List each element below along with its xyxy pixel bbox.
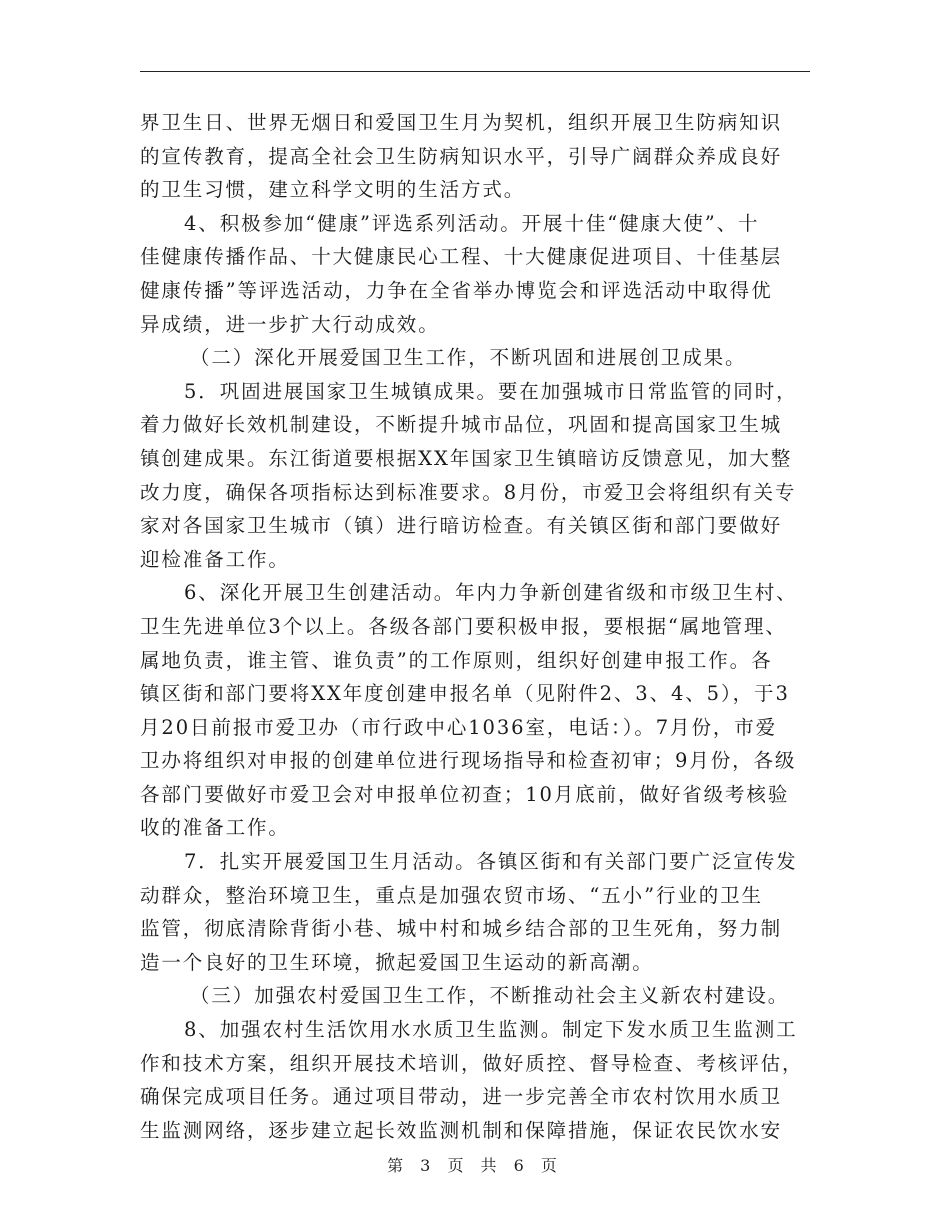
text-line: 生监测网络，逐步建立起长效监测机制和保障措施，保证农民饮水安: [140, 1118, 783, 1142]
text-line: 卫办将组织对申报的创建单位进行现场指导和检查初审；9月份，各级: [140, 749, 797, 773]
text-line: 收的准备工作。: [140, 816, 290, 840]
text-line: 健康传播”等评选活动，力争在全省举办博览会和评选活动中取得优: [140, 278, 773, 302]
text-line: 作和技术方案，组织开展技术培训，做好质控、督导检查、考核评估，: [140, 1051, 804, 1075]
text-line: 家对各国家卫生城市（镇）进行暗访检查。有关镇区街和部门要做好: [140, 514, 783, 538]
text-line: 佳健康传播作品、十大健康民心工程、十大健康促进项目、十佳基层: [140, 245, 783, 269]
text-line: 异成绩，进一步扩大行动成效。: [140, 312, 440, 336]
paragraph-start-item-4: 4、积极参加“健康”评选系列活动。开展十佳“健康大使”、十: [184, 211, 760, 235]
document-body: [140, 106, 812, 1147]
page-number-footer: 第 3 页 共 6 页: [387, 1156, 563, 1175]
paragraph-start-item-8: 8、加强农村生活饮用水水质卫生监测。制定下发水质卫生监测工: [184, 1018, 798, 1042]
text-line: 各部门要做好市爱卫会对申报单位初查；10月底前，做好省级考核验: [140, 782, 790, 806]
section-heading-3: （三）加强农村爱国卫生工作，不断推动社会主义新农村建设。: [190, 984, 790, 1008]
text-line: 造一个良好的卫生环境，掀起爱国卫生运动的新高潮。: [140, 950, 654, 974]
text-line: 镇区街和部门要将XX年度创建申报名单（见附件2、3、4、5），于3: [140, 682, 790, 706]
text-line: 卫生先进单位3个以上。各级各部门要积极申报，要根据“属地管理、: [140, 614, 787, 638]
section-heading-2: （二）深化开展爱国卫生工作，不断巩固和进展创卫成果。: [190, 346, 747, 370]
text-line: 的卫生习惯，建立科学文明的生活方式。: [140, 178, 526, 202]
paragraph-start-item-6: 6、深化开展卫生创建活动。年内力争新创建省级和市级卫生村、: [184, 581, 798, 605]
text-line: 月20日前报市爱卫办（市行政中心1036室，电话：）。7月份，市爱: [140, 715, 778, 739]
paragraph-start-item-7: 7．扎实开展爱国卫生月活动。各镇区街和有关部门要广泛宣传发: [184, 850, 798, 874]
paragraph-start-item-5: 5．巩固进展国家卫生城镇成果。要在加强城市日常监管的同时，: [184, 379, 798, 403]
text-line: 着力做好长效机制建设，不断提升城市品位，巩固和提高国家卫生城: [140, 413, 783, 437]
text-line: 属地负责，谁主管、谁负责”的工作原则，组织好创建申报工作。各: [140, 648, 773, 672]
text-line: 确保完成项目任务。通过项目带动，进一步完善全市农村饮用水质卫: [140, 1085, 783, 1109]
text-line: 镇创建成果。东江街道要根据XX年国家卫生镇暗访反馈意见，加大整: [140, 446, 793, 470]
text-line: 迎检准备工作。: [140, 547, 290, 571]
text-line: 监管，彻底清除背街小巷、城中村和城乡结合部的卫生死角，努力制: [140, 917, 783, 941]
text-line: 动群众，整治环境卫生，重点是加强农贸市场、“五小”行业的卫生: [140, 883, 763, 907]
text-line: 界卫生日、世界无烟日和爱国卫生月为契机，组织开展卫生防病知识: [140, 111, 783, 134]
text-line: 改力度，确保各项指标达到标准要求。8月份，市爱卫会将组织有关专: [140, 480, 797, 504]
text-line: 的宣传教育，提高全社会卫生防病知识水平，引导广阔群众养成良好: [140, 144, 783, 168]
header-rule: [140, 71, 810, 72]
